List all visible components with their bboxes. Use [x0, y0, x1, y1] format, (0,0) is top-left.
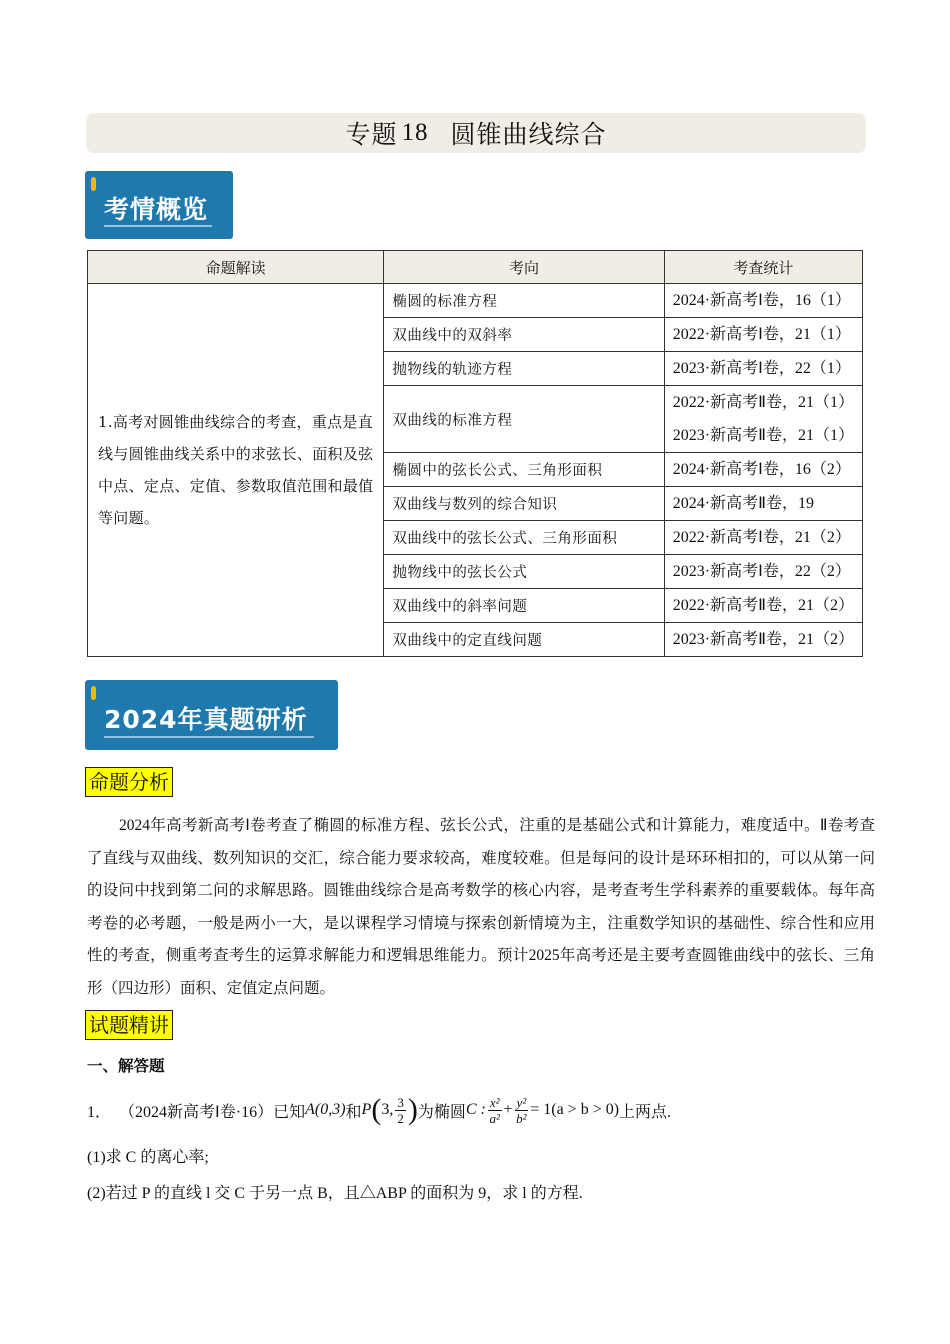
header-statistics: 考查统计 [664, 251, 862, 284]
topic-cell: 双曲线中的双斜率 [384, 318, 664, 352]
question-part-1: (1)求 C 的离心率; [87, 1149, 209, 1166]
stat-cell [664, 589, 862, 623]
table-header-row [88, 251, 863, 284]
overview-table [87, 250, 863, 657]
analysis-paragraph: 2024年高考新高考Ⅰ卷考查了椭圆的标准方程、弦长公式，注重的是基础公式和计算能力，难度适中。Ⅱ卷考查了直线与双曲线、数列知识的交汇，综合能力要求较高，难度较难。但是每问的设计是环环相扣的，可以从第一问的设问中找到第二问的求解思路。圆锥曲线综合是高考数学的核心内容，是考查考生学科素养的重要载体。每年高考卷的必考题，一般是两小一大，是以课程学习情境与探索创新情境为主，注重数学知识的基础性、综合性和应用性的考查，侧重考查考生的运算求解能力和逻辑思维能力。预计2025年高考还是主要考查圆锥曲线中的弦长、三角形（四边形）面积、定值定点问题。 [87, 817, 875, 997]
overview-badge-label: 考情概览 [104, 195, 209, 224]
question-is-ellipse: 为椭圆 [417, 1103, 466, 1121]
stat-line: 2022·新高考Ⅰ卷，21（2） [672, 529, 851, 546]
topic-cell: 双曲线的标准方程 [384, 386, 664, 453]
point-p-x: 3, [381, 1101, 394, 1118]
stat-line: 2024·新高考Ⅰ卷，16（2） [672, 461, 851, 478]
analysis-badge [85, 680, 338, 750]
fraction-numerator: 3 [397, 1094, 404, 1110]
analysis-highlight-heading: 命题分析 [85, 767, 173, 797]
question-known: 已知 [273, 1103, 306, 1121]
question-part-2: (2)若过 P 的直线 l 交 C 于另一点 B，且△ABP 的面积为 9，求 l 的方程. [87, 1185, 583, 1202]
stat-cell [664, 555, 862, 589]
title-name: 圆锥曲线综合 [450, 120, 607, 149]
question-number: 1． [87, 1103, 112, 1121]
question-source: （2024新高考Ⅰ卷·16） [119, 1103, 274, 1121]
ellipse-x-fraction [488, 1095, 502, 1126]
fraction-numerator: x² [489, 1094, 500, 1110]
topic-cell: 双曲线中的弦长公式、三角形面积 [384, 521, 664, 555]
stat-cell [664, 318, 862, 352]
ellipse-y-fraction [515, 1095, 529, 1126]
topic-cell: 双曲线与数列的综合知识 [384, 487, 664, 521]
badge-underline [104, 736, 314, 738]
topic-cell: 双曲线中的定直线问题 [384, 623, 664, 657]
stat-line: 2023·新高考Ⅱ卷，21（1） [672, 427, 854, 444]
topic-cell: 椭圆的标准方程 [384, 284, 664, 318]
badge-pin-icon [91, 686, 96, 700]
paren-close: ) [407, 1093, 418, 1126]
topic-cell: 抛物线的轨迹方程 [384, 352, 664, 386]
ellipse-equation-rest: = 1(a > b > 0) [530, 1101, 620, 1118]
fraction-denominator: a² [489, 1110, 500, 1126]
question-stem [87, 1090, 671, 1130]
stat-cell [664, 487, 862, 521]
stat-line: 2024·新高考Ⅱ卷，19 [672, 495, 814, 512]
point-p-label: P [361, 1101, 372, 1118]
question-and: 和 [345, 1103, 362, 1121]
section-heading: 一、解答题 [87, 1057, 165, 1075]
fraction-denominator: b² [516, 1110, 527, 1126]
ellipse-label: C : [465, 1101, 486, 1118]
stat-cell [664, 521, 862, 555]
paren-open: ( [371, 1093, 382, 1126]
question-tail: 上两点. [619, 1103, 672, 1121]
plus-sign: + [503, 1101, 513, 1118]
stat-cell [664, 623, 862, 657]
stat-cell [664, 453, 862, 487]
point-a: A(0,3) [305, 1101, 346, 1118]
interpretation-cell: 1.高考对圆锥曲线综合的考查，重点是直线与圆锥曲线关系中的求弦长、面积及弦中点、定点、定值、参数取值范围和最值等问题。 [88, 284, 384, 657]
stat-line: 2023·新高考Ⅱ卷，21（2） [672, 631, 854, 648]
analysis-badge-label: 2024年真题研析 [104, 705, 308, 734]
header-direction: 考向 [384, 251, 664, 284]
questions-highlight-heading: 试题精讲 [85, 1010, 173, 1040]
point-p-fraction [395, 1095, 406, 1126]
table-row [88, 284, 863, 318]
stat-line: 2023·新高考Ⅰ卷，22（1） [672, 360, 851, 377]
fraction-numerator: y² [516, 1094, 527, 1110]
badge-pin-icon [91, 177, 96, 191]
topic-cell: 椭圆中的弦长公式、三角形面积 [384, 453, 664, 487]
stat-line: 2022·新高考Ⅰ卷，21（1） [672, 326, 851, 343]
title-prefix: 专题 [345, 120, 398, 149]
stat-cell [664, 284, 862, 318]
stat-cell [664, 352, 862, 386]
stat-cell [664, 386, 862, 453]
topic-cell: 双曲线中的斜率问题 [384, 589, 664, 623]
badge-underline [104, 225, 212, 227]
stat-line: 2024·新高考Ⅰ卷，16（1） [672, 292, 851, 309]
header-interpretation: 命题解读 [88, 251, 384, 284]
fraction-denominator: 2 [397, 1110, 404, 1126]
page-title [86, 113, 866, 153]
topic-cell: 抛物线中的弦长公式 [384, 555, 664, 589]
title-number: 18 [401, 119, 429, 146]
stat-line: 2023·新高考Ⅰ卷，22（2） [672, 563, 851, 580]
overview-badge [85, 171, 233, 239]
stat-line: 2022·新高考Ⅱ卷，21（2） [672, 597, 854, 614]
stat-line: 2022·新高考Ⅱ卷，21（1） [672, 394, 854, 411]
